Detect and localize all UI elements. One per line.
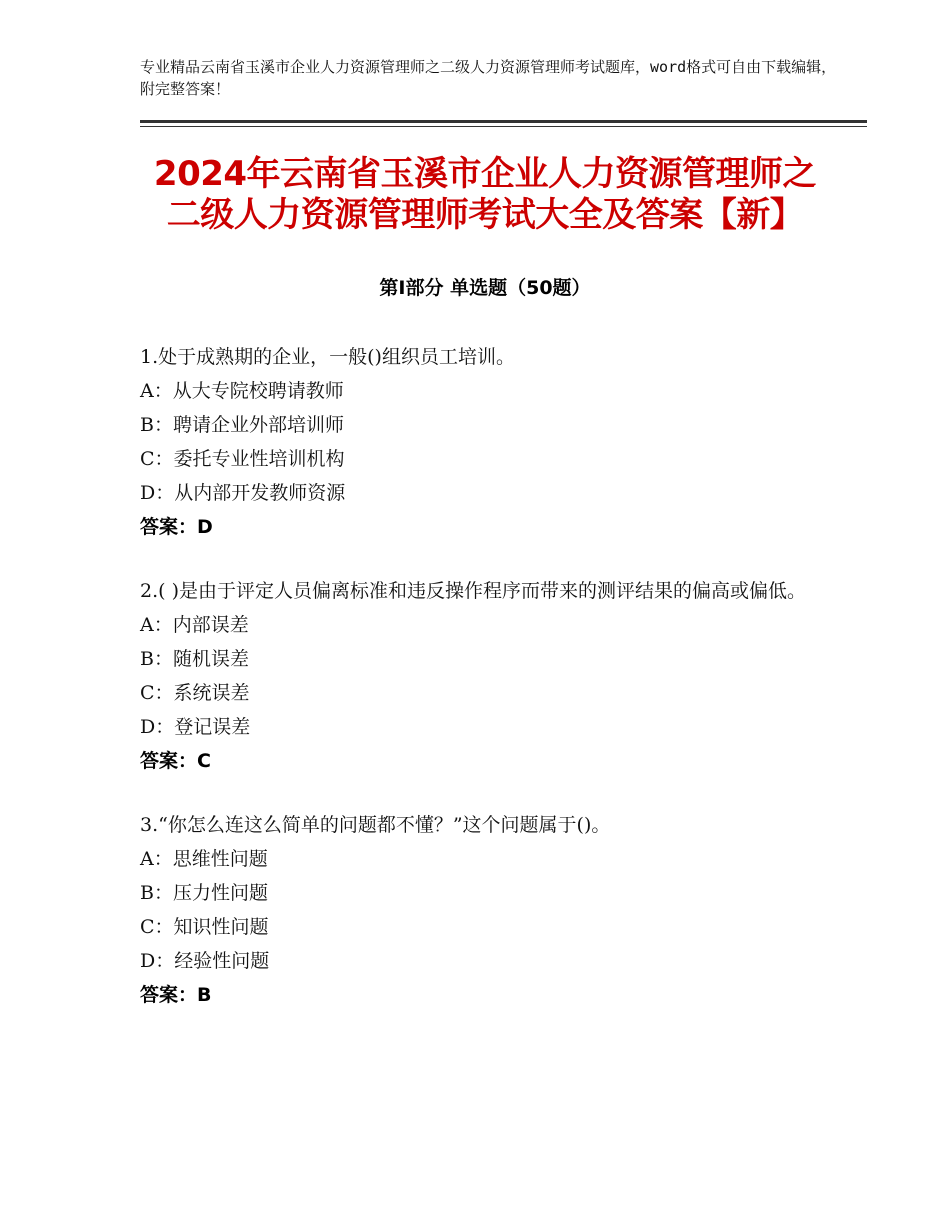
option-d: D：经验性问题 [140,950,270,972]
header-note: 专业精品云南省玉溪市企业人力资源管理师之二级人力资源管理师考试题库，word格式可自由下载编辑，附完整答案！ [140,58,837,98]
document-title: 2024年云南省玉溪市企业人力资源管理师之二级人力资源管理师考试大全及答案【新】 [153,154,817,235]
question-stem: 3.“你怎么连这么简单的问题都不懂？”这个问题属于()。 [140,814,611,836]
option-b: B：压力性问题 [140,882,268,904]
option-d: D：从内部开发教师资源 [140,482,346,504]
option-a: A：思维性问题 [140,848,268,870]
option-d: D：登记误差 [140,716,251,738]
answer-line: 答案：B [140,984,212,1006]
option-b: B：随机误差 [140,648,249,670]
question-stem: 1.处于成熟期的企业，一般()组织员工培训。 [140,346,515,368]
question-3 [140,808,820,1012]
question-1 [140,340,820,544]
option-a: A：从大专院校聘请教师 [140,380,344,402]
header-rule-thin [140,126,867,127]
option-c: C：系统误差 [140,682,250,704]
question-2 [140,574,820,778]
question-stem: 2.( )是由于评定人员偏离标准和违反操作程序而带来的测评结果的偏高或偏低。 [140,580,806,602]
option-c: C：知识性问题 [140,916,269,938]
option-c: C：委托专业性培训机构 [140,448,345,470]
answer-line: 答案：D [140,516,213,538]
answer-line: 答案：C [140,750,211,772]
question-list [140,340,820,1042]
header-rule-thick [140,120,867,123]
section-heading: 第Ⅰ部分 单选题（50题） [379,277,591,299]
option-b: B：聘请企业外部培训师 [140,414,344,436]
option-a: A：内部误差 [140,614,249,636]
